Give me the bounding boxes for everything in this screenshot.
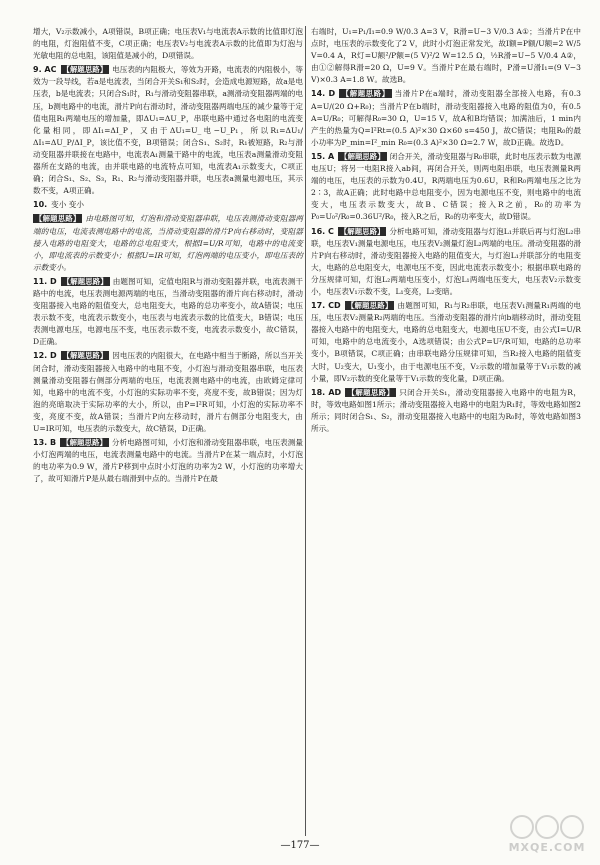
solution-tag: 【解题思路】 [35, 214, 81, 224]
solution-tag: 【解题思路】 [62, 438, 107, 448]
watermark-icon [508, 813, 586, 843]
answer-text: 由题图可知，R₁与R₂串联，电压表V₁测量R₁两端的电压，电压表V₂测量R₂两端的电压。当滑动变阻器的滑片向b端移动时，滑动变阻器接入电路中的电阻变大，电路的总电阻变大，电源电压U不变，由公式I=U/R可知，电路中的总电流变小，A选项错误；由公式P=U²/R可知，电路的总功率变小，B项错误，C项正确；由串联电路分压规律可知，当R₂接入电路的阻值变大时，U₂变大，U₁变小，由于电源电压不变，V₂示数的增加量等于V₁示数的减小量，即V₂示数的变化量等于V₁示数的变化量，D项正确。 [311, 301, 581, 383]
answer-text: 由电路图可知，灯泡和滑动变阻器串联，电压表测滑动变阻器两端的电压，电流表测电路中的电流，当滑动变阻器的滑片P向右移动时，变阻器接入电路的电阻变大，电路的总电阻变大，根据I=U/R可知，电路中的电流变小，即电流表的示数变小；根据U=IR可知，灯泡两端的电压变小，即电压表的示数变小。 [33, 214, 303, 272]
answer-entry [311, 226, 581, 299]
answer-entry [311, 88, 581, 148]
answer-entry [33, 26, 303, 62]
answer-text: 闭合开关，滑动变阻器与R₀串联，此时电压表示数为电源电压U；将另一电阻R接入ab间，再闭合开关，则两电阻串联，电压表测量R两端的电压，电压表的示数为0.4U，R两端电压为0.6U，R和R₀两端电压之比为2∶3，故A正确；此时电路中总电阻变小，因为电源电压不变，则电路中的电流变大，电压表示数变大，故B、C错误；接入R之前，R₀的功率为P₀=U₀²/R₀=0.36U²/R₀，接入R之后，R₀的功率变大，故D错误。 [311, 151, 581, 222]
solution-tag: 【解题思路】 [341, 89, 390, 99]
answer-text: 变小 变小 [51, 200, 84, 210]
solution-tag: 【解题思路】 [62, 65, 108, 75]
answer-entry [311, 387, 581, 435]
answer-text: 右端时，U₁=P₁/I₁=0.9 W/0.3 A=3 V，R滑=U−3 V/0.3 A①；当滑片P在中点时，电压表的示数变化了2 V，此时小灯泡正常发光，故I额=P额/U额=2 W/5 V=0.4 A，R灯=U额²/P额=(5 V)²/2 W=12.5 Ω，½R滑=U−5 V/0.4 A②，由①②解得R滑=20 Ω，U=9 V。当滑片P在最右端时，P滑=U滑I₁=(9 V−3 V)×0.3 A=1.8 W。故选B。 [311, 27, 581, 85]
solution-tag: 【解题思路】 [346, 301, 393, 311]
solution-tag: 【解题思路】 [340, 151, 385, 161]
answer-entry [33, 350, 303, 435]
answer-number: 9. AC [33, 65, 57, 75]
page-number: —177— [280, 840, 320, 851]
answer-text: 分析电路图可知，小灯泡和滑动变阻器串联，电压表测量小灯泡两端的电压，电流表测量电路中的电流。当滑片P在某一端点时，小灯泡的电功率为0.9 W，滑片P移到中点时小灯泡的功率为2 W，小灯泡的功率增大了，故可知滑片P是从最右端滑到中点的。当滑片P在最 [33, 438, 303, 484]
answer-text: 增大，V₂示数减小，A项错误，B项正确；电压表V₁与电流表A示数的比值即灯泡的电阻，灯泡阻值不变，C项正确；电压表V₂与电流表A示数的比值即为灯泡与光敏电阻的总电阻，该阻值是减小的，D项错误。 [33, 27, 303, 61]
answer-entry [33, 64, 303, 197]
answer-entry [311, 151, 581, 224]
answer-entry [33, 437, 303, 485]
answer-number: 13. B [33, 438, 57, 448]
answer-text: 只闭合开关S₁，滑动变阻器接入电路中的电阻为R，时，等效电路如图1所示；滑动变阻器接入电路中的电阻为R₁时，等效电路如图2所示；同时闭合S₁、S₂，滑动变阻器接入电路中的电阻为R₀时，等效电路如图3所示。 [311, 387, 581, 433]
watermark-text: MXQE.COM [508, 841, 586, 854]
solution-tag: 【解题思路】 [339, 226, 385, 236]
solution-tag: 【解题思路】 [62, 276, 108, 286]
answer-entry [33, 199, 303, 211]
answer-entry [311, 26, 581, 86]
answer-text: 分析电路可知，滑动变阻器与灯泡L₁并联后再与灯泡L₂串联，电压表V₁测量电源电压，电压表V₂测量灯泡L₂两端的电压。滑动变阻器的滑片P向右移动时，滑动变阻器接入电路的阻值变大，与灯泡L₁并联部分的电阻变大，电路的总电阻变大，电源电压不变，因此电流表示数变小；根据串联电路的分压规律可知，灯泡L₂两端电压变小，灯泡L₁两端电压变大，电压表V₂示数变小，电压表V₁示数不变，L₁变亮，L₂变暗。 [311, 226, 581, 296]
solution-tag: 【解题思路】 [347, 387, 395, 397]
answer-entry [33, 276, 303, 349]
solution-tag: 【解题思路】 [62, 351, 108, 361]
answer-text: 因电压表的内阻很大，在电路中相当于断路，所以当开关闭合时，滑动变阻器接入电路中的电阻不变，小灯泡与滑动变阻器串联，电压表测量滑动变阻器右侧部分两端的电压，电流表测电路中的电流，由欧姆定律可知，电路中的电流不变，小灯泡的实际功率不变，亮度不变，故B错误；因为灯泡的亮暗取决于实际功率的大小，所以，由P=I²R可知，小灯泡的实际功率不变，亮度不变，故A错误；当滑片P向左移动时，滑片右侧部分电阻变大，由U=IR可知，电压表的示数变大，故C错误，D正确。 [33, 351, 303, 433]
column-divider [305, 26, 306, 836]
answer-number: 17. CD [311, 301, 341, 311]
left-column [33, 26, 303, 487]
answer-number: 12. D [33, 351, 57, 361]
answer-text: 当滑片P在a端时，滑动变阻器全部接入电路，有0.3 A=U/(20 Ω+R₀)；当滑片P在b端时，滑动变阻器接入电路的阻值为0，有0.5 A=U/R₀；可解得R₀=30 Ω，U=15 V，故A和B均错误；加满油后，1 min内产生的热量为Q=I²Rt=(0.5 A)²×30 Ω×60 s=450 J，故C错误；电阻R₀的最小功率为P_min=I²_min R₀=(0.3 A)²×30 Ω=2.7 W，故D正确。故选D。 [311, 89, 581, 147]
answer-number: 14. D [311, 89, 336, 99]
answer-number: 15. A [311, 151, 335, 161]
answer-number: 16. C [311, 226, 334, 236]
answer-number: 18. AD [311, 387, 342, 397]
answer-entry [311, 300, 581, 385]
answer-number: 11. D [33, 276, 57, 286]
answer-number: 10. [33, 200, 48, 210]
answer-entry [33, 213, 303, 273]
watermark-logo [508, 813, 586, 859]
answer-text: 电压表的内阻极大，等效为开路，电流表的内阻极小，等效为一段导线，若a是电流表，当闭合开关S₁和S₂时，会造成电源短路，故a是电压表，b是电流表；只闭合S₁时，R₁与滑动变阻器串联，a测滑动变阻器两端的电压，b测电路中的电流，滑片P向右滑动时，滑动变阻器两端电压的减少量等于定值电阻R₁两端电压的增加量，即ΔU₁=ΔU_P，串联电路中通过各电阻的电流变化量相同，即ΔI₁=ΔI_P，又由于ΔU₁=U_电−U_P₁，所以R₁=ΔU₁/ΔI₁=ΔU_P/ΔI_P，该比值不变，B项错误；闭合S₁、S₂时，R₁被短路，R₂与滑动变阻器并联接在电路中，电流表A₁测量干路中的电流，电压表a测量滑动变阻器所在支路的电流，由并联电路的电流特点可知，电流表A₁示数变大，C项正确；闭合S₁、S₂、S₃，R₁、R₂与滑动变阻器并联，电压表a测量电源电压，其示数不变，A项正确。 [33, 65, 303, 196]
answer-text: 由题图可知，定值电阻R与滑动变阻器并联，电流表测干路中的电流，电压表测电源两端的电压，当滑动变阻器的滑片向右移动时，滑动变阻器接入电路的阻值变大，总电阻变大，电路的总功率变小，故A错误；电压表示数不变，电流表示数变小，电压表与电流表示数的比值变大，B错误；电压表测电源电压，电源电压不变，电压表示数不变，电流表示数变小，故C错误，D正确。 [33, 276, 303, 347]
right-column [311, 26, 581, 437]
